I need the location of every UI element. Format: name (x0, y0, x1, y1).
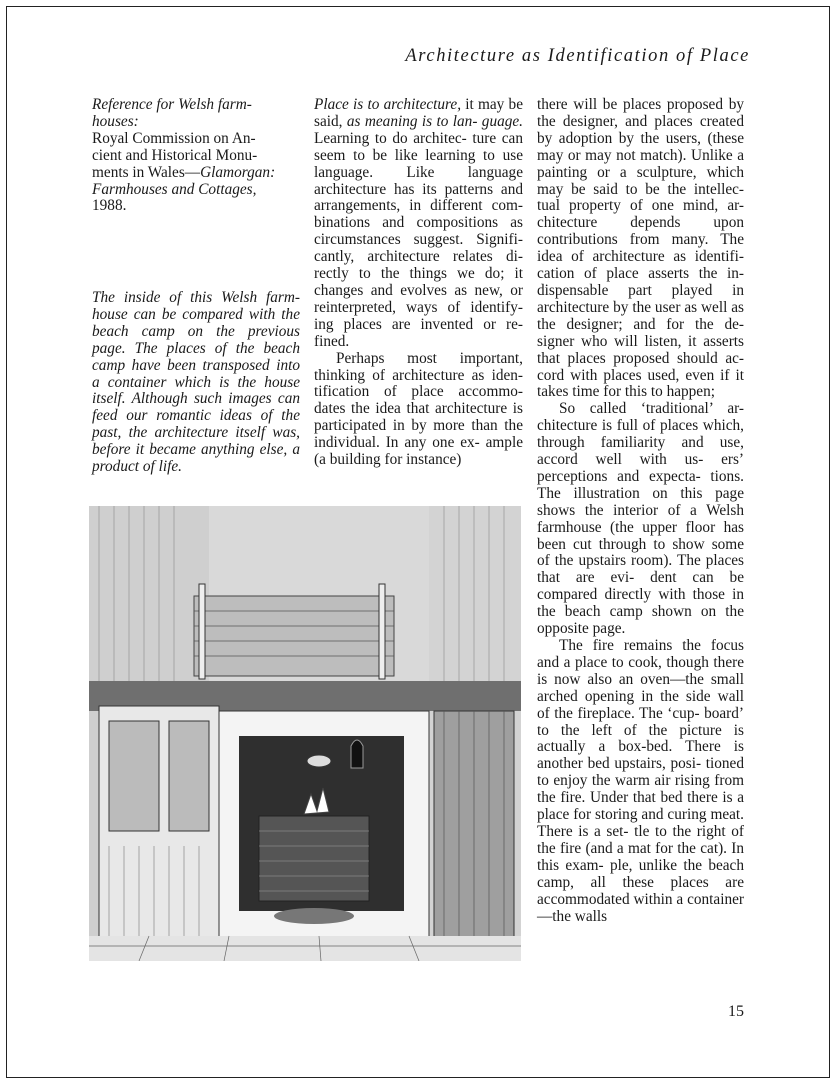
paragraph: there will be places proposed by the designer, and places created by adoption by the users, (these may or may not match). Unlike a painting or a sculpture, which may be said to be the intellec- tual property of one mind, ar- chitecture depends upon contributions from many. The idea of architecture as identifi- cation of place asserts the in- dispensable part played in architecture by the user as well as the designer; and for the de- signer who will listen, it asserts that places proposed should ac- cord with places used, even if it takes time for this to happen; (537, 96, 744, 401)
reference-line: Royal Commission on An- (92, 129, 256, 147)
body-column-3 (537, 97, 744, 925)
paragraph: The fire remains the focus and a place to cook, though there is now also an oven—the small arched opening in the side wall of the fireplace. The ‘cup- board’ to the left of the picture is actually a box-bed. There is another bed upstairs, posi- tioned to enjoy the warm air rising from the fire. Under that bed there is a place for storing and curing meat. There is a set- tle to the right of the fire (and a mat for the cat). In this exam- ple, unlike the beach camp, all these places are accommodated within a container—the walls (537, 637, 744, 925)
body-text: it may be said, (314, 96, 523, 130)
farmhouse-interior-illustration (89, 506, 521, 961)
emphasis-text: as meaning is to lan- guage. (346, 112, 523, 130)
reference-line-text: ments in Wales— (92, 163, 201, 181)
reference-year: 1988. (92, 197, 127, 215)
body-column-2 (314, 97, 523, 469)
reference-line (92, 165, 300, 199)
reference-heading: Reference for Welsh farm- houses: (92, 96, 252, 130)
reference-line: cient and Historical Monu- (92, 146, 258, 164)
reference-note (92, 97, 300, 215)
paragraph (314, 97, 523, 351)
page-number: 15 (728, 1003, 744, 1020)
paragraph: So called ‘traditional’ ar- chitecture is full of places which, through familiarity and use, accord well with us- ers’ perceptions and expecta- tions. The illustration on this page shows the interior of a Welsh farmhouse (the upper floor has been cut through to show some of the upstairs room). The places that are evi- dent can be compared directly with those in the beach camp shown on the opposite page. (537, 400, 744, 638)
body-text: Learning to do architec- ture can seem to be like learning to use language. Like language architecture has its patterns and arrangements, in different com- binations and compositions as circumstances suggest. Signifi- cantly, architecture relates di- rectly to the things we do; it changes and evolves as new, or reinterpreted, ways of identify- ing places are invented or re- fined. (314, 129, 523, 350)
reference-title: Glamorgan: Farmhouses and Cottages, (92, 163, 276, 198)
running-head: Architecture as Identification of Place (405, 46, 750, 66)
illustration-caption: The inside of this Welsh farm- house can be compared with the beach camp on the previous page. The places of the beach camp have been transposed into a container which is the house itself. Although such images can feed our romantic ideas of the past, the architecture itself was, before it became anything else, a product of life. (92, 289, 300, 476)
emphasis-text: Place is to architecture, (314, 96, 462, 113)
paragraph: Perhaps most important, thinking of architecture as iden- tification of place accommo- dates the idea that architecture is participated in by more than the individual. In any one ex- ample (a building for instance) (314, 349, 523, 469)
